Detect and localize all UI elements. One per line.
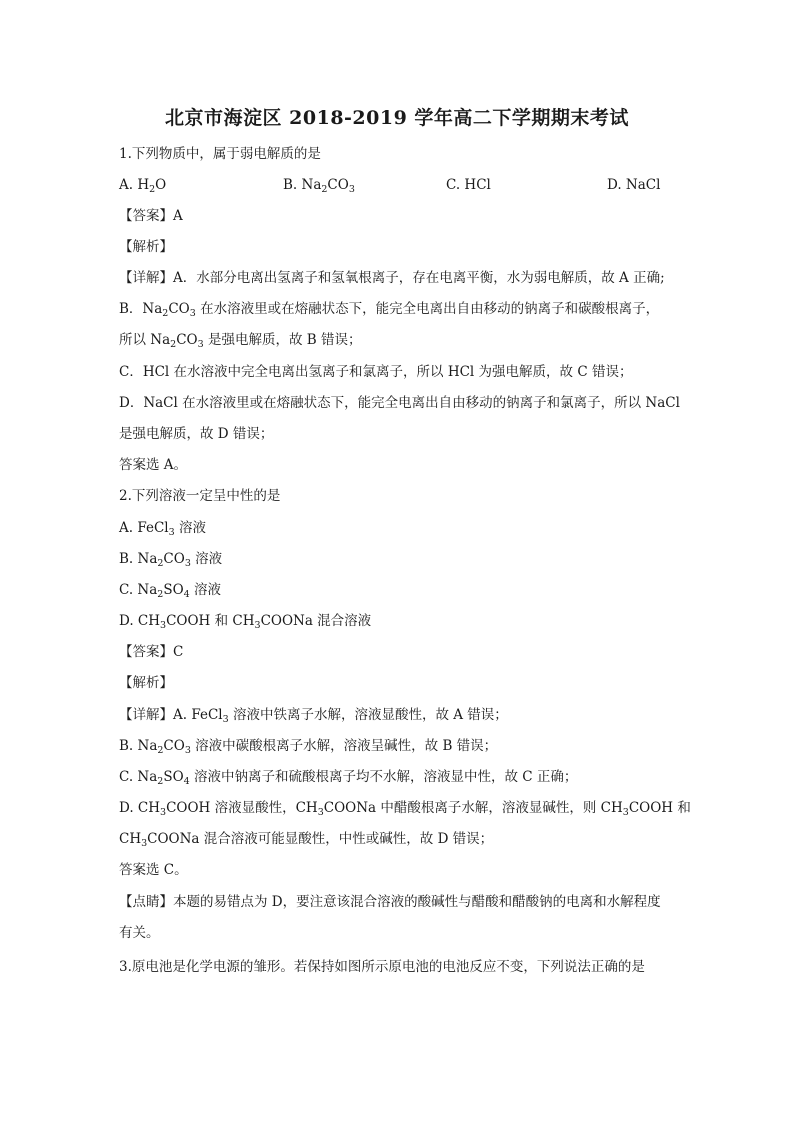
text-segment: SO [163,769,184,785]
q1-explanation-line [119,393,680,413]
text-segment: 【详解】A．水部分电离出氢离子和氢氧根离子，存在电离平衡，水为弱电解质，故 A 正确; [119,270,665,286]
text-segment: COOH 和 [628,800,691,816]
text-segment: COONa 混合溶液 [260,613,372,629]
q1-option-a [119,175,166,195]
text-segment: D. CH [119,800,161,816]
q2-explanation-line [119,705,508,725]
subscript: 3 [160,620,167,631]
q2-answer: 【答案】C [119,644,184,660]
text-segment: CO [163,551,185,567]
q1-explanation-line [119,268,665,288]
q2-option-a [119,518,206,538]
subscript: 2 [321,184,328,195]
text-segment: 【点睛】本题的易错点为 D，要注意该混合溶液的酸碱性与醋酸和醋酸钠的电离和水解程度 [119,894,661,910]
q2-stem: 2.下列溶液一定呈中性的是 [119,488,281,504]
q2-tip [119,892,661,912]
subscript: 2 [157,776,164,787]
text-segment: 是强电解质，故 D 错误； [119,426,274,442]
q1-answer: 【答案】A [119,208,183,224]
text-segment: CO [163,738,185,754]
text-segment: 答案选 C。 [119,862,188,878]
subscript: 3 [197,339,204,350]
subscript: 2 [157,745,164,756]
subscript: 3 [254,620,261,631]
page-title: 北京市海淀区 2018-2019 学年高二下学期期末考试 [165,107,629,129]
subscript: 3 [348,184,355,195]
text-segment: A. FeCl [119,520,169,536]
text-segment: 【详解】A. FeCl [119,707,223,723]
q2-conclusion [119,860,188,880]
subscript: 3 [168,527,175,538]
text-segment: B．Na [119,301,163,317]
text-segment: SO [163,582,184,598]
text-segment: 在水溶液里或在熔融状态下，能完全电离出自由移动的钠离子和碳酸根离子， [195,301,660,317]
q2-tip [119,923,160,943]
q1-option-d [607,175,660,195]
q1-explanation-line [119,330,361,350]
text-segment: C．HCl 在水溶液中完全电离出氢离子和氯离子，所以 HCl 为强电解质，故 C 错误； [119,364,633,380]
text-segment: 溶液 [174,520,206,536]
subscript: 3 [222,714,229,725]
q2-option-b [119,549,222,569]
q1-stem: 1.下列物质中，属于弱电解质的是 [119,146,321,162]
q3-stem: 3.原电池是化学电源的雏形。若保持如图所示原电池的电池反应不变，下列说法正确的是 [119,959,645,975]
q2-explanation-line [119,798,691,818]
text-segment: B. Na [119,738,158,754]
subscript: 2 [162,308,169,319]
subscript: 2 [170,339,177,350]
text-segment: 溶液中碳酸根离子水解，溶液呈碱性，故 B 错误； [190,738,498,754]
text-segment: D. CH [119,613,161,629]
text-segment: D．NaCl 在水溶液里或在熔融状态下，能完全电离出自由移动的钠离子和氯离子，所以 NaCl [119,395,680,411]
text-segment: 有关。 [119,925,160,941]
q2-explanation-line [119,767,577,787]
q2-analysis-label: 【解析】 [119,675,173,691]
text-segment: CO [327,177,349,193]
text-segment: COOH 和 CH [166,613,255,629]
text-segment: A. H [119,177,150,193]
q2-explanation-line [119,829,493,849]
q2-option-d [119,611,371,631]
text-segment: COONa 混合溶液可能显酸性，中性或碱性，故 D 错误； [147,831,494,847]
text-segment: CH [119,831,142,847]
subscript: 3 [160,807,167,818]
text-segment: B. Na [119,551,158,567]
text-segment: C. Na [119,582,158,598]
text-segment: 答案选 A。 [119,457,188,473]
text-segment: B. Na [283,177,322,193]
text-segment: 溶液中钠离子和硫酸根离子均不水解，溶液显中性，故 C 正确； [189,769,578,785]
text-segment: 所以 Na [119,332,171,348]
text-segment: D. NaCl [607,177,661,193]
subscript: 3 [141,838,148,849]
text-segment: C. Na [119,769,158,785]
subscript: 3 [317,807,324,818]
text-segment: 是强电解质，故 B 错误； [203,332,362,348]
text-segment: COOH 溶液显酸性，CH [166,800,318,816]
subscript: 4 [183,776,190,787]
text-segment: C. HCl [446,177,491,193]
q1-option-c [446,175,491,195]
subscript: 2 [157,589,164,600]
q1-explanation-line [119,424,273,444]
q1-conclusion [119,455,187,475]
subscript: 2 [149,184,156,195]
q2-explanation-line [119,736,497,756]
text-segment: CO [176,332,198,348]
q1-explanation-line [119,362,632,382]
q2-option-c [119,580,221,600]
subscript: 3 [184,745,191,756]
subscript: 3 [184,558,191,569]
text-segment: CO [168,301,190,317]
q1-explanation-line [119,299,659,319]
subscript: 4 [183,589,190,600]
text-segment: COONa 中醋酸根离子水解，溶液显碱性，则 CH [323,800,623,816]
subscript: 3 [622,807,629,818]
text-segment: 溶液 [190,551,223,567]
q1-option-b [283,175,355,195]
text-segment: 溶液中铁离子水解，溶液显酸性，故 A 错误； [228,707,508,723]
q1-analysis-label: 【解析】 [119,239,173,255]
subscript: 3 [189,308,196,319]
text-segment: O [155,177,167,193]
text-segment: 溶液 [189,582,222,598]
subscript: 2 [157,558,164,569]
